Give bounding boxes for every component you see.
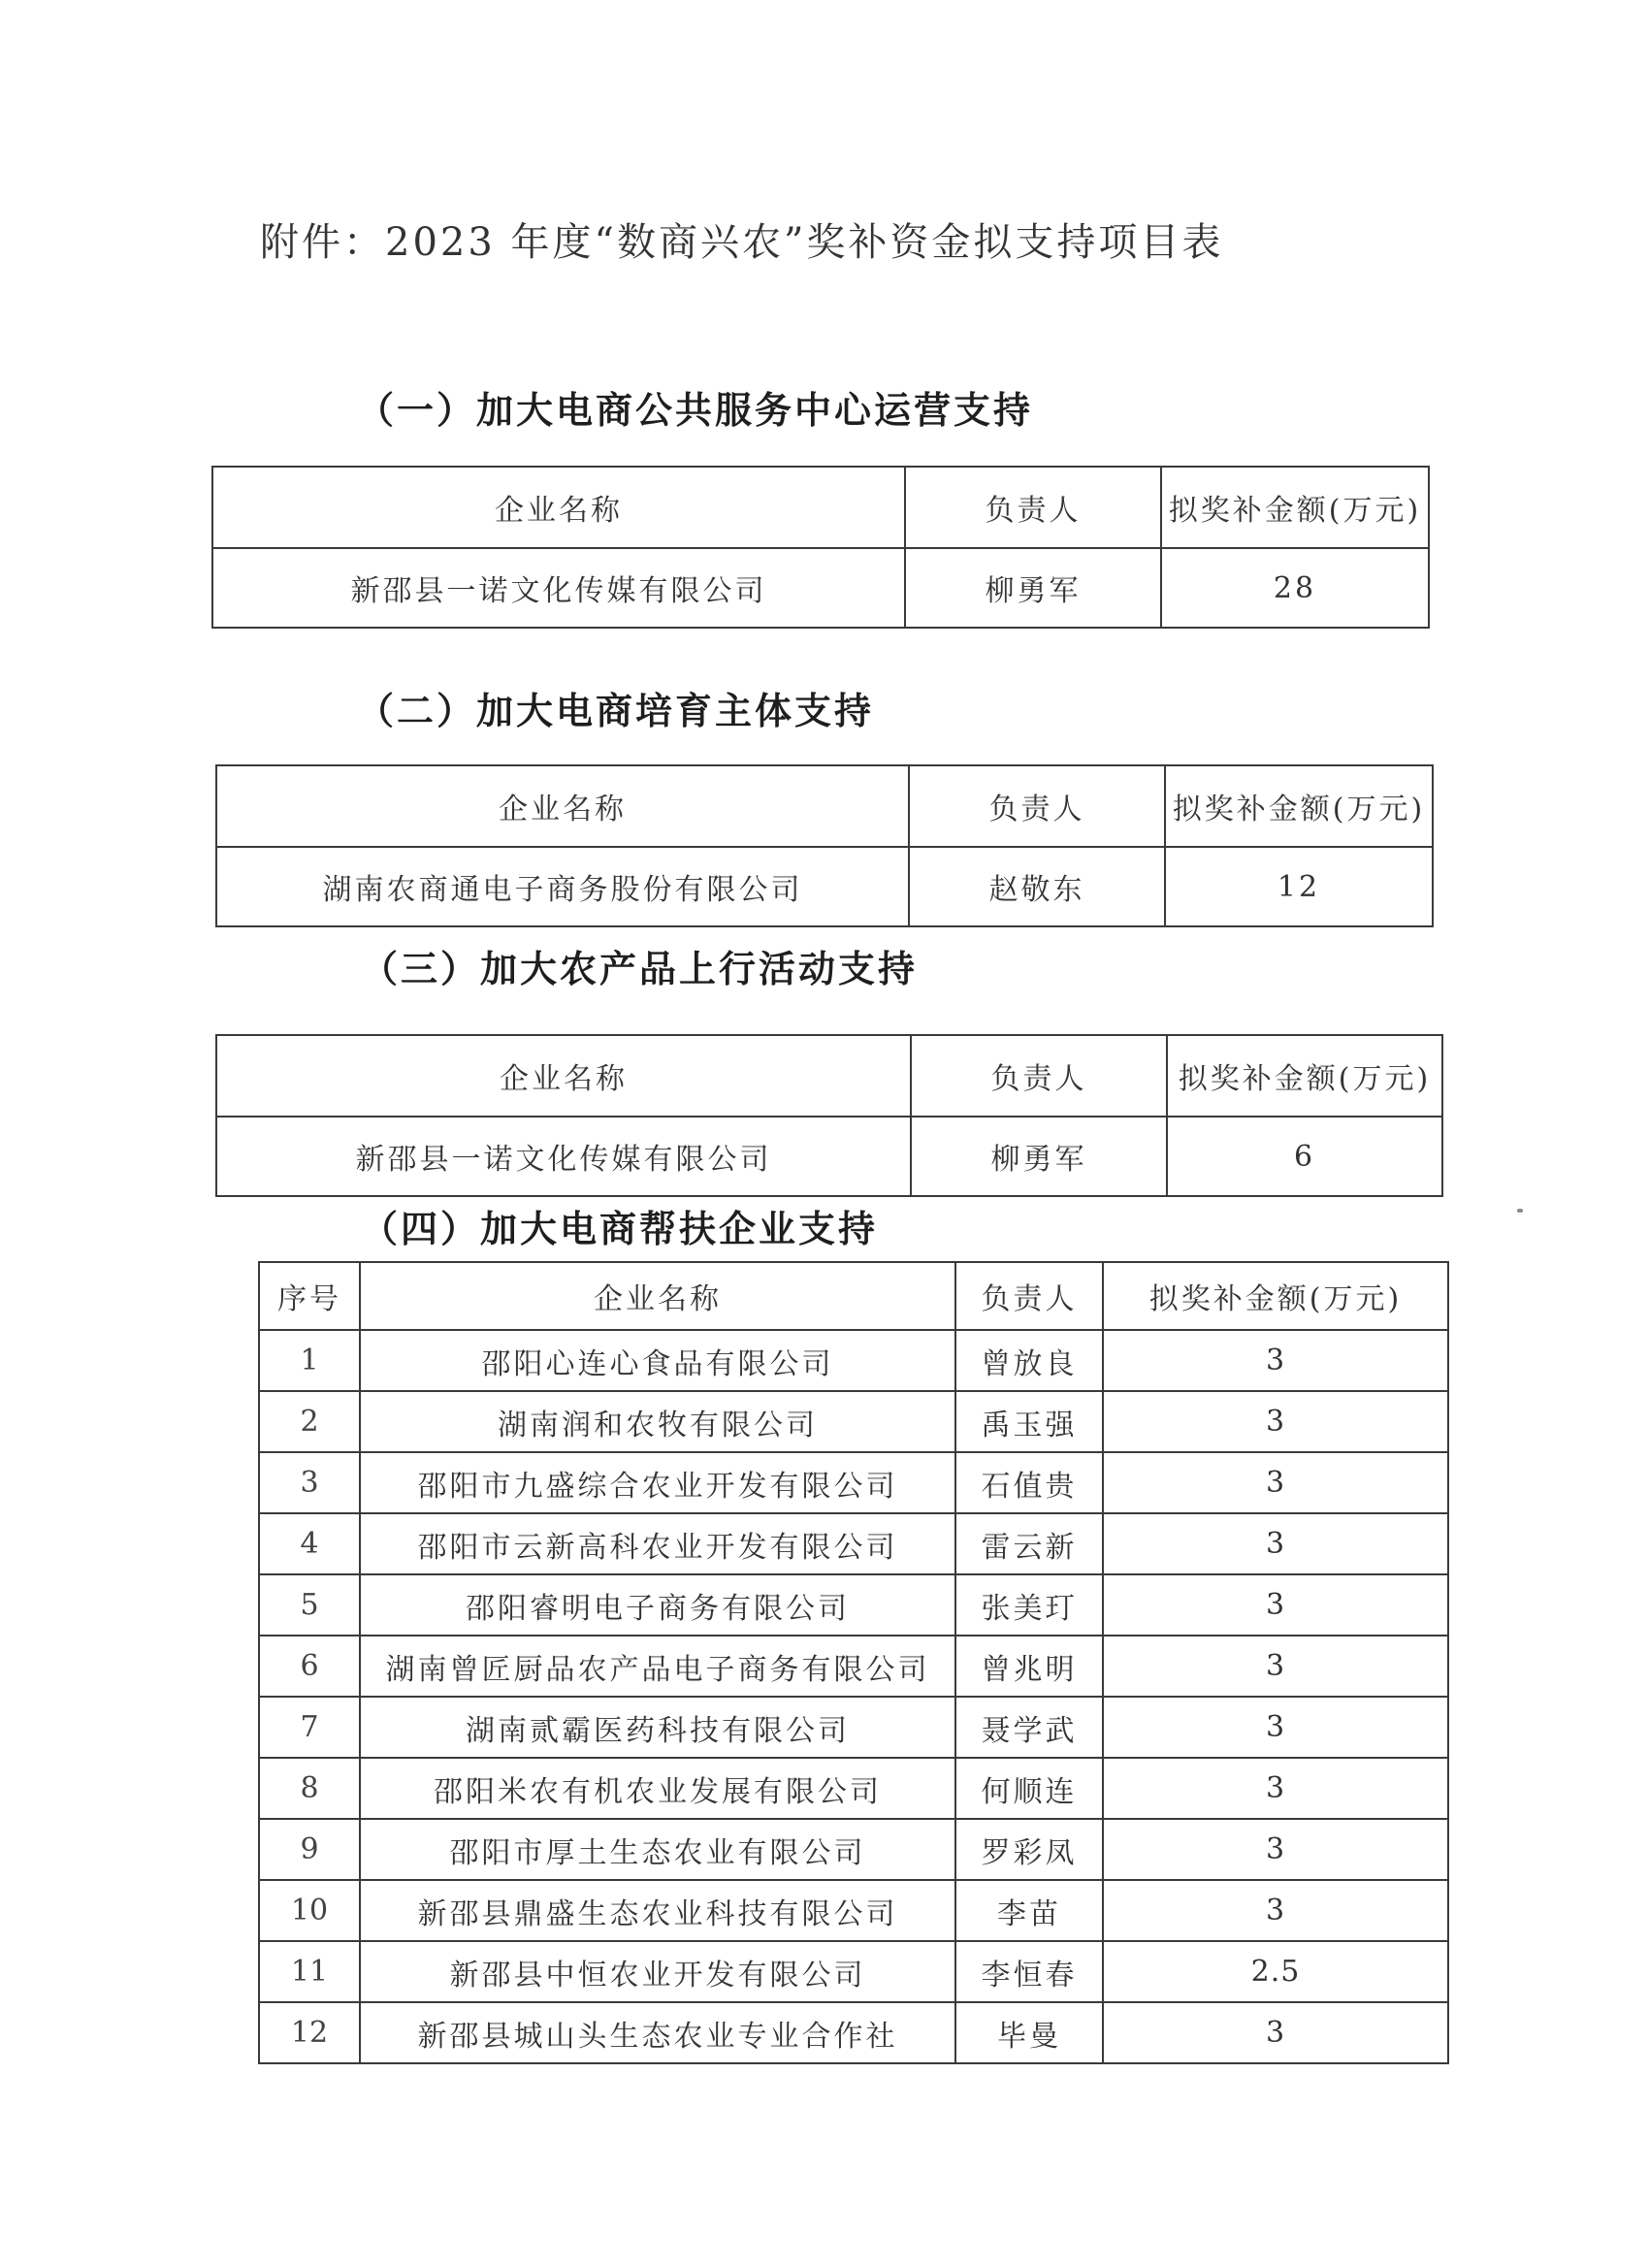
company-cell: 湖南贰霸医药科技有限公司 — [360, 1697, 955, 1758]
table-row — [259, 1697, 1448, 1758]
amount-cell: 28 — [1161, 548, 1429, 628]
seq-cell: 12 — [259, 2002, 360, 2063]
table-header-row — [259, 1262, 1448, 1330]
person-cell: 禹玉强 — [955, 1391, 1103, 1452]
amount-cell: 6 — [1167, 1117, 1442, 1196]
amount-cell: 3 — [1103, 1452, 1448, 1513]
table-row — [259, 1636, 1448, 1697]
seq-cell: 1 — [259, 1330, 360, 1391]
person-cell: 罗彩凤 — [955, 1819, 1103, 1880]
seq-cell: 3 — [259, 1452, 360, 1513]
header-person: 负责人 — [911, 1035, 1167, 1117]
table-row — [259, 2002, 1448, 2063]
header-seq: 序号 — [259, 1262, 360, 1330]
company-cell: 湖南曾匠厨品农产品电子商务有限公司 — [360, 1636, 955, 1697]
header-person: 负责人 — [955, 1262, 1103, 1330]
header-company: 企业名称 — [216, 765, 909, 847]
header-amount: 拟奖补金额(万元) — [1167, 1035, 1442, 1117]
amount-cell: 2.5 — [1103, 1941, 1448, 2002]
amount-cell: 3 — [1103, 1758, 1448, 1819]
company-cell: 新邵县中恒农业开发有限公司 — [360, 1941, 955, 2002]
amount-cell: 3 — [1103, 1574, 1448, 1636]
header-person: 负责人 — [905, 467, 1161, 548]
seq-cell: 6 — [259, 1636, 360, 1697]
person-cell: 何顺连 — [955, 1758, 1103, 1819]
amount-cell: 3 — [1103, 1330, 1448, 1391]
table-row — [259, 1758, 1448, 1819]
header-person: 负责人 — [909, 765, 1165, 847]
table-row — [259, 1941, 1448, 2002]
table-header-row — [212, 467, 1429, 548]
person-cell: 赵敬东 — [909, 847, 1165, 926]
section-3-table — [215, 1034, 1443, 1197]
table-header-row — [216, 765, 1433, 847]
header-company: 企业名称 — [212, 467, 905, 548]
amount-cell: 3 — [1103, 1391, 1448, 1452]
section-heading-1: （一）加大电商公共服务中心运营支持 — [357, 389, 1034, 432]
seq-cell: 4 — [259, 1513, 360, 1574]
person-cell: 李苗 — [955, 1880, 1103, 1941]
table-row — [212, 548, 1429, 628]
header-company: 企业名称 — [360, 1262, 955, 1330]
table-row — [259, 1330, 1448, 1391]
person-cell: 柳勇军 — [905, 548, 1161, 628]
person-cell: 毕曼 — [955, 2002, 1103, 2063]
seq-cell: 9 — [259, 1819, 360, 1880]
company-cell: 新邵县城山头生态农业专业合作社 — [360, 2002, 955, 2063]
table-row — [259, 1391, 1448, 1452]
company-cell: 邵阳市云新高科农业开发有限公司 — [360, 1513, 955, 1574]
section-4-table — [258, 1261, 1449, 2064]
table-row — [259, 1880, 1448, 1941]
person-cell: 张美玎 — [955, 1574, 1103, 1636]
company-cell: 邵阳市厚土生态农业有限公司 — [360, 1819, 955, 1880]
scan-speck — [1517, 1209, 1523, 1213]
header-company: 企业名称 — [216, 1035, 911, 1117]
header-amount: 拟奖补金额(万元) — [1103, 1262, 1448, 1330]
document-title: 附件：2023 年度“数商兴农”奖补资金拟支持项目表 — [260, 220, 1224, 265]
seq-cell: 5 — [259, 1574, 360, 1636]
section-heading-3: （三）加大农产品上行活动支持 — [361, 948, 919, 990]
seq-cell: 2 — [259, 1391, 360, 1452]
table-header-row — [216, 1035, 1442, 1117]
table-row — [216, 1117, 1442, 1196]
section-heading-4: （四）加大电商帮扶企业支持 — [361, 1208, 879, 1250]
amount-cell: 3 — [1103, 1697, 1448, 1758]
person-cell: 柳勇军 — [911, 1117, 1167, 1196]
seq-cell: 7 — [259, 1697, 360, 1758]
table-row — [259, 1574, 1448, 1636]
table-row — [259, 1452, 1448, 1513]
person-cell: 李恒春 — [955, 1941, 1103, 2002]
seq-cell: 10 — [259, 1880, 360, 1941]
section-1-table — [211, 466, 1430, 629]
amount-cell: 3 — [1103, 1819, 1448, 1880]
amount-cell: 3 — [1103, 1880, 1448, 1941]
company-cell: 新邵县鼎盛生态农业科技有限公司 — [360, 1880, 955, 1941]
amount-cell: 3 — [1103, 2002, 1448, 2063]
amount-cell: 12 — [1165, 847, 1433, 926]
company-cell: 邵阳心连心食品有限公司 — [360, 1330, 955, 1391]
amount-cell: 3 — [1103, 1636, 1448, 1697]
person-cell: 曾兆明 — [955, 1636, 1103, 1697]
header-amount: 拟奖补金额(万元) — [1165, 765, 1433, 847]
table-row — [216, 847, 1433, 926]
person-cell: 曾放良 — [955, 1330, 1103, 1391]
company-cell: 邵阳睿明电子商务有限公司 — [360, 1574, 955, 1636]
person-cell: 石值贵 — [955, 1452, 1103, 1513]
table-row — [259, 1513, 1448, 1574]
company-cell: 邵阳市九盛综合农业开发有限公司 — [360, 1452, 955, 1513]
company-cell: 湖南农商通电子商务股份有限公司 — [216, 847, 909, 926]
seq-cell: 8 — [259, 1758, 360, 1819]
header-amount: 拟奖补金额(万元) — [1161, 467, 1429, 548]
section-2-table — [215, 764, 1434, 927]
company-cell: 新邵县一诺文化传媒有限公司 — [216, 1117, 911, 1196]
table-row — [259, 1819, 1448, 1880]
person-cell: 聂学武 — [955, 1697, 1103, 1758]
company-cell: 新邵县一诺文化传媒有限公司 — [212, 548, 905, 628]
amount-cell: 3 — [1103, 1513, 1448, 1574]
person-cell: 雷云新 — [955, 1513, 1103, 1574]
seq-cell: 11 — [259, 1941, 360, 2002]
company-cell: 湖南润和农牧有限公司 — [360, 1391, 955, 1452]
section-heading-2: （二）加大电商培育主体支持 — [357, 690, 875, 732]
company-cell: 邵阳米农有机农业发展有限公司 — [360, 1758, 955, 1819]
